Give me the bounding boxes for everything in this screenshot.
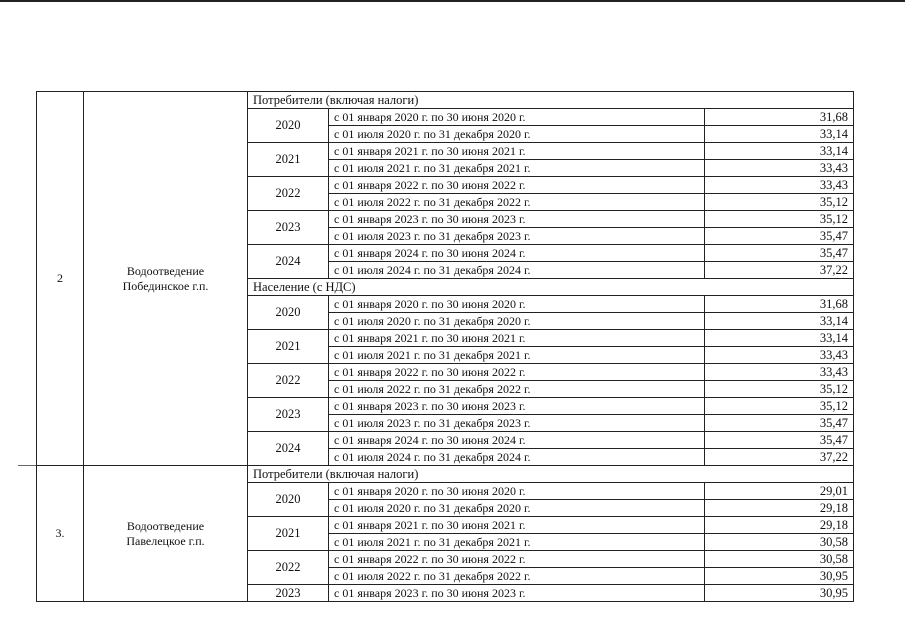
period-cell: с 01 июля 2024 г. по 31 декабря 2024 г. [329,262,705,279]
period-cell: с 01 июля 2021 г. по 31 декабря 2021 г. [329,160,705,177]
group-title: Потребители (включая налоги) [248,466,854,483]
period-cell: с 01 января 2023 г. по 30 июня 2023 г. [329,398,705,415]
period-cell: с 01 января 2022 г. по 30 июня 2022 г. [329,364,705,381]
tariff-value: 35,12 [705,398,854,415]
period-cell: с 01 января 2023 г. по 30 июня 2023 г. [329,585,705,602]
tariff-value: 35,47 [705,432,854,449]
tariff-value: 35,47 [705,228,854,245]
period-cell: с 01 января 2021 г. по 30 июня 2021 г. [329,330,705,347]
year-cell: 2020 [248,296,329,330]
tariff-value: 33,43 [705,347,854,364]
period-cell: с 01 июля 2020 г. по 31 декабря 2020 г. [329,126,705,143]
service-name-line: Водоотведение [126,518,205,533]
page-top-rule [0,0,905,2]
tariff-value: 35,47 [705,245,854,262]
period-cell: с 01 января 2024 г. по 30 июня 2024 г. [329,245,705,262]
tariff-value: 30,58 [705,534,854,551]
tariff-value: 30,95 [705,568,854,585]
year-cell: 2021 [248,330,329,364]
year-cell: 2020 [248,483,329,517]
period-cell: с 01 июля 2022 г. по 31 декабря 2022 г. [329,194,705,211]
year-cell: 2023 [248,211,329,245]
tariff-value: 31,68 [705,109,854,126]
section-number: 3. [37,466,84,602]
period-cell: с 01 января 2022 г. по 30 июня 2022 г. [329,551,705,568]
service-name-line: Водоотведение [126,263,205,278]
year-cell: 2021 [248,143,329,177]
group-header-row [37,466,854,483]
year-cell: 2022 [248,364,329,398]
tariff-value: 33,14 [705,313,854,330]
tariff-value: 37,22 [705,262,854,279]
tariff-table-body [37,92,854,602]
period-cell: с 01 июля 2024 г. по 31 декабря 2024 г. [329,449,705,466]
period-cell: с 01 января 2020 г. по 30 июня 2020 г. [329,109,705,126]
period-cell: с 01 января 2021 г. по 30 июня 2021 г. [329,143,705,160]
tariff-value: 33,14 [705,126,854,143]
service-name-line: Побединское г.п. [122,278,209,293]
tariff-value: 29,18 [705,500,854,517]
year-cell: 2024 [248,245,329,279]
tariff-table [36,91,854,602]
year-cell: 2024 [248,432,329,466]
tariff-value: 29,01 [705,483,854,500]
period-cell: с 01 июля 2021 г. по 31 декабря 2021 г. [329,534,705,551]
service-name [84,466,248,602]
tariff-value: 33,14 [705,330,854,347]
section-number: 2 [37,92,84,466]
group-header-row [37,92,854,109]
period-cell: с 01 июля 2020 г. по 31 декабря 2020 г. [329,500,705,517]
period-cell: с 01 июля 2022 г. по 31 декабря 2022 г. [329,568,705,585]
year-cell: 2021 [248,517,329,551]
period-cell: с 01 января 2024 г. по 30 июня 2024 г. [329,432,705,449]
tariff-value: 30,95 [705,585,854,602]
tariff-value: 35,47 [705,415,854,432]
tariff-value: 31,68 [705,296,854,313]
tariff-value: 33,43 [705,364,854,381]
period-cell: с 01 июля 2023 г. по 31 декабря 2023 г. [329,415,705,432]
service-name-line: Павелецкое г.п. [126,533,205,548]
period-cell: с 01 июля 2021 г. по 31 декабря 2021 г. [329,347,705,364]
year-cell: 2022 [248,551,329,585]
period-cell: с 01 июля 2022 г. по 31 декабря 2022 г. [329,381,705,398]
tariff-value: 35,12 [705,211,854,228]
year-cell: 2023 [248,398,329,432]
period-cell: с 01 января 2020 г. по 30 июня 2020 г. [329,483,705,500]
year-cell: 2022 [248,177,329,211]
tariff-value: 29,18 [705,517,854,534]
year-cell: 2023 [248,585,329,602]
tariff-value: 33,43 [705,160,854,177]
period-cell: с 01 января 2023 г. по 30 июня 2023 г. [329,211,705,228]
tariff-value: 33,43 [705,177,854,194]
period-cell: с 01 июля 2020 г. по 31 декабря 2020 г. [329,313,705,330]
service-name [84,92,248,466]
period-cell: с 01 января 2021 г. по 30 июня 2021 г. [329,517,705,534]
tariff-value: 37,22 [705,449,854,466]
tariff-value: 35,12 [705,381,854,398]
tariff-value: 30,58 [705,551,854,568]
group-title: Население (с НДС) [248,279,854,296]
period-cell: с 01 января 2020 г. по 30 июня 2020 г. [329,296,705,313]
period-cell: с 01 января 2022 г. по 30 июня 2022 г. [329,177,705,194]
tariff-value: 35,12 [705,194,854,211]
tariff-value: 33,14 [705,143,854,160]
year-cell: 2020 [248,109,329,143]
group-title: Потребители (включая налоги) [248,92,854,109]
period-cell: с 01 июля 2023 г. по 31 декабря 2023 г. [329,228,705,245]
